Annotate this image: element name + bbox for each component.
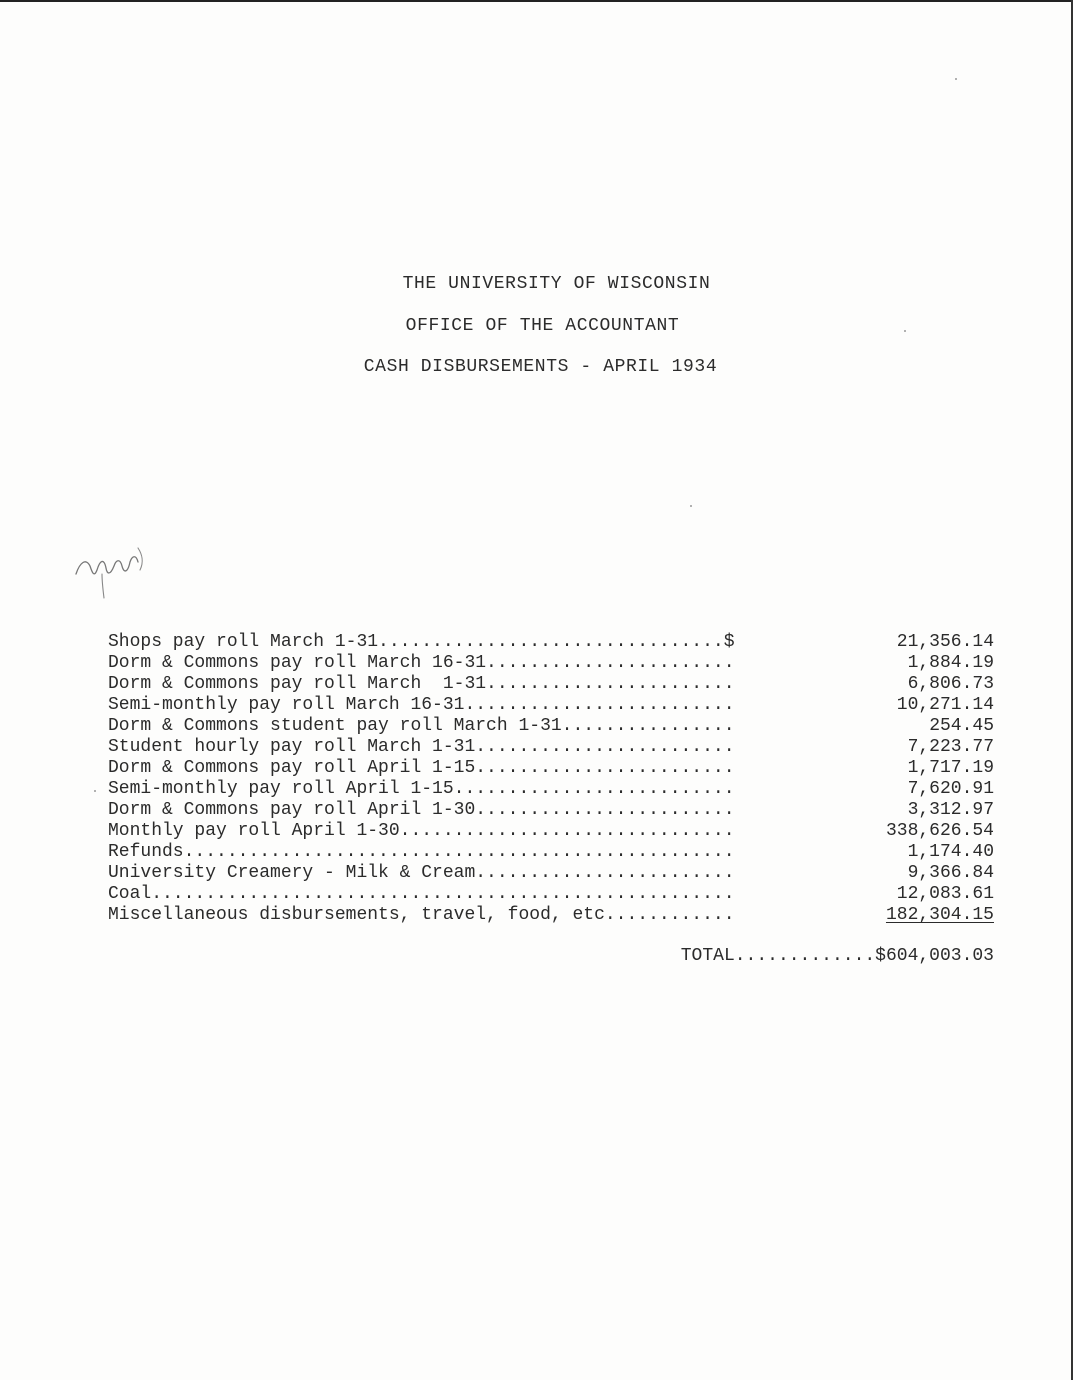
ledger-row <box>108 695 994 716</box>
ledger-row <box>108 905 994 926</box>
ledger-row <box>108 863 994 884</box>
ledger-row <box>108 716 994 737</box>
disbursement-ledger <box>108 632 994 926</box>
page-edge-top <box>0 0 1073 2</box>
paper-speck <box>690 505 692 507</box>
entry-label: Dorm & Commons pay roll April 1-15........................ <box>108 758 735 778</box>
entry-label: Miscellaneous disbursements, travel, food, etc............ <box>108 905 735 925</box>
ledger-row <box>108 674 994 695</box>
ledger-row <box>108 842 994 863</box>
paper-speck <box>955 78 957 80</box>
entry-label: Dorm & Commons pay roll April 1-30........................ <box>108 800 735 820</box>
entry-amount: 10,271.14 <box>896 695 994 715</box>
entry-amount: 7,620.91 <box>907 779 994 799</box>
ledger-row <box>108 758 994 779</box>
entry-amount: 254.45 <box>929 716 994 736</box>
entry-label: Dorm & Commons student pay roll March 1-31................ <box>108 716 735 736</box>
entry-label: Refunds................................................... <box>108 842 735 862</box>
report-title: CASH DISBURSEMENTS - APRIL 1934 <box>363 357 718 377</box>
office-heading: OFFICE OF THE ACCOUNTANT <box>405 316 680 336</box>
ledger-row <box>108 821 994 842</box>
ledger-row <box>108 653 994 674</box>
entry-label: Semi-monthly pay roll March 16-31......................... <box>108 695 735 715</box>
entry-amount: 7,223.77 <box>907 737 994 757</box>
entry-label: Dorm & Commons pay roll March 16-31....................... <box>108 653 735 673</box>
entry-amount: 182,304.15 <box>885 905 994 925</box>
handwritten-initials <box>72 540 152 602</box>
ledger-row <box>108 779 994 800</box>
paper-speck <box>94 790 96 792</box>
entry-amount: 3,312.97 <box>907 800 994 820</box>
entry-label: Semi-monthly pay roll April 1-15.......................... <box>108 779 735 799</box>
entry-label: University Creamery - Milk & Cream........................ <box>108 863 735 883</box>
paper-speck <box>904 330 906 332</box>
ledger-row <box>108 632 994 653</box>
entry-amount: 12,083.61 <box>896 884 994 904</box>
total-row <box>108 946 994 967</box>
entry-label: Student hourly pay roll March 1-31........................ <box>108 737 735 757</box>
entry-label: Dorm & Commons pay roll March 1-31....................... <box>108 674 735 694</box>
entry-amount: 21,356.14 <box>896 632 994 652</box>
ledger-row <box>108 737 994 758</box>
entry-label: Shops pay roll March 1-31................................$ <box>108 632 735 652</box>
entry-amount: 1,174.40 <box>907 842 994 862</box>
entry-label: Monthly pay roll April 1-30............................... <box>108 821 735 841</box>
entry-amount: 1,884.19 <box>907 653 994 673</box>
entry-label: Coal...................................................... <box>108 884 735 904</box>
total-label: TOTAL.............$604,003.03 <box>680 946 994 966</box>
entry-amount: 1,717.19 <box>907 758 994 778</box>
entry-amount: 338,626.54 <box>885 821 994 841</box>
ledger-row <box>108 884 994 905</box>
entry-amount: 6,806.73 <box>907 674 994 694</box>
ledger-row <box>108 800 994 821</box>
institution-heading: THE UNIVERSITY OF WISCONSIN <box>402 274 711 294</box>
entry-amount: 9,366.84 <box>907 863 994 883</box>
